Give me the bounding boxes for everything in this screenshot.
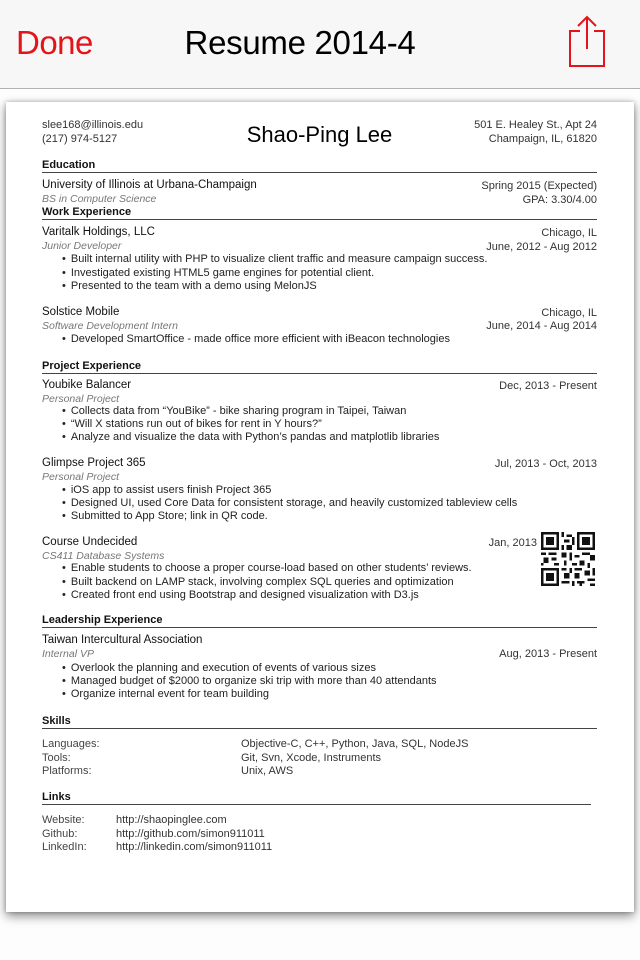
resume-page[interactable] [6,102,634,912]
section-heading-links: Links [42,791,591,805]
education-gpa: GPA: 3.30/4.00 [522,194,597,206]
section-heading-leadership: Leadership Experience [42,614,597,628]
leadership-bullet: • Managed budget of $2000 to organize ski trip with more than 40 attendants [62,675,437,687]
job-location: Chicago, IL [541,307,597,319]
link-label: LinkedIn: [42,841,87,853]
project-bullet: • Collects data from “YouBike” - bike sharing program in Taipei, Taiwan [62,405,406,417]
project-subtitle: CS411 Database Systems [42,550,165,562]
project-bullet: • Submitted to App Store; link in QR code. [62,510,268,522]
link-website[interactable]: http://shaopinglee.com [116,814,227,826]
leadership-org: Taiwan Intercultural Association [42,634,203,646]
project-bullet: • Enable students to choose a proper course-load based on other students’ reviews. [62,562,472,574]
link-github[interactable]: http://github.com/simon911011 [116,828,265,840]
project-bullet: • Created front end using Bootstrap and designed visualization with D3.js [62,589,419,601]
leadership-bullet: • Overlook the planning and execution of events of various sizes [62,662,376,674]
job-bullet: • Developed SmartOffice - made office more efficient with iBeacon technologies [62,333,450,345]
job-bullet: • Investigated existing HTML5 game engines for potential client. [62,267,374,279]
project-name: Glimpse Project 365 [42,457,146,469]
skill-label: Tools: [42,752,71,764]
education-school: University of Illinois at Urbana-Champaign [42,179,257,191]
done-button[interactable]: Done [16,24,93,61]
skill-value: Git, Svn, Xcode, Instruments [241,752,382,764]
project-date: Dec, 2013 - Present [499,380,597,392]
job-location: Chicago, IL [541,227,597,239]
project-subtitle: Personal Project [42,471,120,483]
link-label: Website: [42,814,85,826]
project-bullet: • Built backend on LAMP stack, involving complex SQL queries and optimization [62,576,454,588]
education-date: Spring 2015 (Expected) [481,180,597,192]
job-bullet: • Built internal utility with PHP to visualize client traffic and measure campaign success. [62,253,487,265]
share-icon [566,14,610,70]
section-heading-skills: Skills [42,715,597,729]
job-org: Solstice Mobile [42,306,120,318]
skill-value: Objective-C, C++, Python, Java, SQL, NodeJS [241,738,469,750]
project-bullet: • Designed UI, used Core Data for consistent storage, and heavily customized tableview cells [62,497,517,509]
job-date: June, 2014 - Aug 2014 [486,320,597,332]
job-role: Junior Developer [42,240,122,252]
navigation-bar [0,0,640,89]
leadership-role: Internal VP [42,648,94,660]
qr-code-icon[interactable] [541,532,595,586]
project-bullet: • iOS app to assist users finish Project 365 [62,484,271,496]
education-degree: BS in Computer Science [42,193,157,205]
project-name: Youbike Balancer [42,379,132,391]
job-org: Varitalk Holdings, LLC [42,226,155,238]
project-bullet: • Analyze and visualize the data with Python’s pandas and matplotlib libraries [62,431,439,443]
project-name: Course Undecided [42,536,138,548]
project-date: Jul, 2013 - Oct, 2013 [494,458,597,470]
skill-label: Platforms: [42,765,92,777]
address-line-1: 501 E. Healey St., Apt 24 [474,119,597,131]
project-subtitle: Personal Project [42,393,120,405]
section-heading-education: Education [42,159,597,173]
skill-value: Unix, AWS [241,765,294,777]
project-date: Jan, 2013 [488,537,537,549]
contact-phone: (217) 974-5127 [42,133,118,145]
document-title: Resume 2014-4 [184,24,416,61]
address-line-2: Champaign, IL, 61820 [488,133,597,145]
link-linkedin[interactable]: http://linkedin.com/simon911011 [116,841,273,853]
link-label: Github: [42,828,78,840]
contact-email: slee168@illinois.edu [42,119,144,131]
skill-label: Languages: [42,738,100,750]
project-bullet: • “Will X stations run out of bikes for rent in Y hours?” [62,418,322,430]
section-heading-projects: Project Experience [42,360,597,374]
leadership-bullet: • Organize internal event for team building [62,688,269,700]
job-role: Software Development Intern [42,320,178,332]
share-button[interactable] [566,14,610,70]
candidate-name: Shao-Ping Lee [246,122,393,147]
job-bullet: • Presented to the team with a demo using MelonJS [62,280,317,292]
job-date: June, 2012 - Aug 2012 [486,241,597,253]
section-heading-work: Work Experience [42,206,597,220]
leadership-date: Aug, 2013 - Present [499,648,597,660]
